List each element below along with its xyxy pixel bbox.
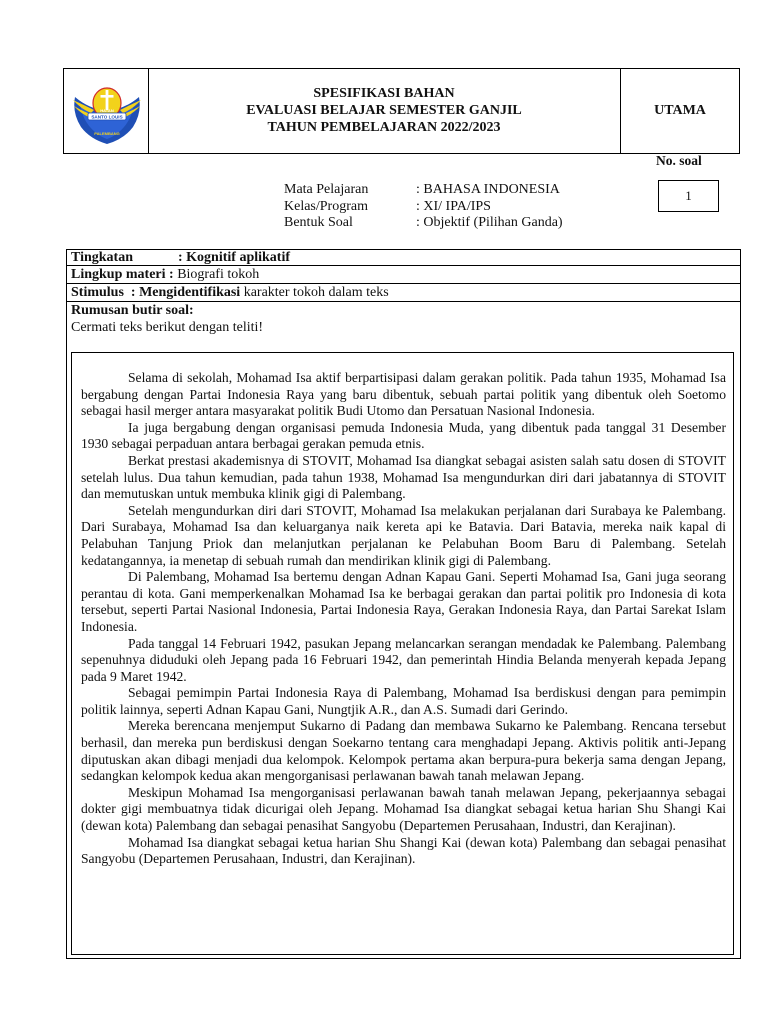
passage-paragraph: Setelah mengundurkan diri dari STOVIT, Mohamad Isa melakukan perjalanan dari Surabaya ke Palembang. Dari Surabaya, Mohamad Isa dan keluarganya naik kereta api ke Batavia. Dari Batavia, mereka naik kapal di Pelabuhan Tanjung Priok dan melanjutkan perjalanan ke Pelabuhan Boom Baru di Palembang. Setelah kedatangannya, ia menetap di sebuah rumah dan mendirikan klinik gigi di Palembang. [81, 502, 726, 568]
title-line: EVALUASI BELAJAR SEMESTER GANJIL [246, 103, 522, 118]
row-divider [66, 301, 741, 302]
passage-paragraph: Meskipun Mohamad Isa mengorganisasi perlawanan bawah tanah melawan Jepang, pekerjaannya sebagai dokter gigi membuatnya tidak dicurigai oleh Jepang. Mohamad Isa diangkat sebagai ketua harian Shu Shangi Kai (dewan kota) Palembang dan sebagai penasihat Sangyobu (Departemen Perusahaan, Industri, dan Kerajinan). [81, 784, 726, 834]
form-key: Bentuk Soal [284, 215, 353, 230]
title-line: SPESIFIKASI BAHAN [313, 86, 455, 101]
lingkup-colon: : [165, 267, 174, 282]
subject-info [284, 182, 563, 232]
passage-paragraph: Sebagai pemimpin Partai Indonesia Raya di Palembang, Mohamad Isa berdiskusi dengan para pemimpin politik lainnya, seperti Adnan Kapau Gani, Nungtjik A.R., dan A.S. Sumadi dari Gerindo. [81, 685, 726, 717]
title-line: TAHUN PEMBELAJARAN 2022/2023 [267, 120, 501, 135]
form-value: : Objektif (Pilihan Ganda) [416, 215, 563, 230]
passage-paragraph: Berkat prestasi akademisnya di STOVIT, Mohamad Isa diangkat sebagai asisten salah satu dosen di STOVIT setelah lulus. Dua tahun kemudian, pada tahun 1938, Mohamad Isa mengundurkan diri dari jabatannya di STOVIT dan memutuskan untuk membuka klinik gigi di Palembang. [81, 452, 726, 502]
logo-band-top-text: HATAN [100, 108, 114, 113]
lingkup-row [71, 267, 259, 283]
lingkup-value: Biografi tokoh [173, 267, 260, 282]
stimulus-passage [81, 370, 726, 868]
stimulus-rest: karakter tokoh dalam teks [240, 285, 389, 300]
tingkatan-value: : Kognitif aplikatif [178, 250, 291, 265]
class-key: Kelas/Program [284, 198, 368, 214]
subject-row [284, 182, 563, 199]
passage-paragraph: Mohamad Isa diangkat sebagai ketua harian Shu Shangi Kai (dewan kota) Palembang dan sebagai penasihat Sangyobu (Departemen Perusahaan, Industri, dan Kerajinan). [81, 834, 726, 867]
class-value: : XI/ IPA/IPS [416, 198, 491, 214]
header-table [63, 68, 740, 154]
subject-value: : BAHASA INDONESIA [416, 182, 560, 197]
passage-paragraph: Ia juga bergabung dengan organisasi pemuda Indonesia Muda, yang dibentuk pada tanggal 31 Desember 1930 sebagai perpaduan antara berbagai gerakan pemuda etnis. [81, 419, 726, 452]
rumusan-label-text: Rumusan butir soal: [71, 303, 194, 318]
category-label: UTAMA [654, 103, 706, 118]
stimulus-row [71, 285, 389, 301]
instruction-text: Cermati teks berikut dengan teliti! [71, 320, 264, 335]
stimulus-bold: : Mengidentifikasi [123, 285, 241, 300]
document-title [149, 85, 619, 136]
school-emblem-icon [70, 75, 144, 149]
subject-key: Mata Pelajaran [284, 182, 369, 197]
row-divider [66, 283, 741, 284]
passage-paragraph: Pada tanggal 14 Februari 1942, pasukan Jepang melancarkan serangan mendadak ke Palembang. Palembang sepenuhnya diduduki oleh Jepang pada 16 Februari 1942, dan pemerintah Hindia Belanda menyerah kepada Jepang pada 9 Maret 1942. [81, 635, 726, 684]
class-row [284, 199, 563, 216]
stimulus-label: Stimulus [71, 285, 124, 300]
logo-band-text: SANTO LOUIS [91, 114, 123, 120]
tingkatan-row [71, 250, 290, 266]
passage-paragraph: Selama di sekolah, Mohamad Isa aktif berpartisipasi dalam gerakan politik. Pada tahun 1935, Mohamad Isa bergabung dengan Partai Indonesia Raya yang baru dibentuk, sebuah partai politik yang dibentuk oleh Soetomo sebagai hasil merger antara masyarakat politik Budi Utomo dan Persatuan Nasional Indonesia. [81, 370, 726, 419]
lingkup-label: Lingkup materi [71, 267, 166, 282]
logo-ring-text: PALEMBANG [94, 131, 120, 136]
passage-paragraph: Mereka berencana menjemput Sukarno di Padang dan membawa Sukarno ke Palembang. Rencana tersebut berhasil, dan mereka pun berdiskusi dengan Soekarno tentang cara menghadapi Jepang. Aktivis politik anti-Jepang diputuskan akan dibagi menjadi dua kelompok. Kelompok pertama akan berpura-pura bekerja sama dengan Jepang, sedangkan kelompok kedua akan mengorganisasi perlawanan bawah tanah melawan Jepang. [81, 718, 726, 784]
tingkatan-label: Tingkatan [71, 250, 133, 265]
form-row [284, 215, 563, 232]
passage-paragraph: Di Palembang, Mohamad Isa bertemu dengan Adnan Kapau Gani. Seperti Mohamad Isa, Gani juga seorang perantau di kota. Gani memperkenalkan Mohamad Isa ke berbagai gerakan dan partai politik pro Indonesia di kota tersebut, seperti Partai Nasional Indonesia, Partai Indonesia Raya, Gerakan Indonesia Raya, dan Partai Sarekat Islam Indonesia. [81, 569, 726, 634]
rumusan-label [71, 303, 194, 319]
question-number-box: 1 [658, 180, 719, 212]
question-number-label: No. soal [656, 153, 702, 168]
